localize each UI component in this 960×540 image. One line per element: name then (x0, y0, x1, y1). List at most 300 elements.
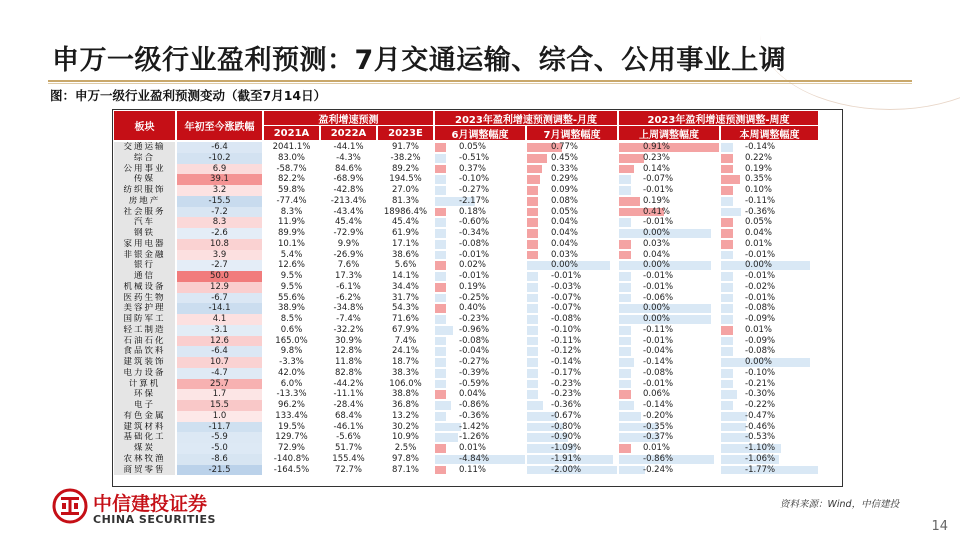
forecast-2021a-text: -140.8% (273, 453, 310, 464)
ytd-cell-text: -21.5 (208, 464, 231, 475)
ytd-cell (177, 432, 262, 443)
adjust-this-week-text: 0.00% (745, 357, 773, 367)
forecast-2022a (321, 400, 376, 411)
adjust-this-week (721, 379, 818, 390)
adjust-july-text: 0.04% (551, 238, 579, 249)
header-june-adjust: 6月调整幅度 (435, 126, 525, 141)
adjust-june (435, 185, 525, 196)
forecast-2021a-text: 5.4% (280, 249, 303, 260)
adjust-june-text: -0.51% (459, 152, 490, 163)
adjust-last-week (619, 185, 719, 196)
adjust-last-week (619, 389, 719, 400)
adjust-july (527, 454, 617, 465)
forecast-2021a (264, 368, 319, 379)
adjust-last-week (619, 164, 719, 175)
forecast-2023e-text: 67.9% (391, 324, 419, 335)
adjust-last-week (619, 271, 719, 282)
header-last-week-adjust: 上周调整幅度 (619, 126, 719, 141)
forecast-2023e-text: 17.1% (391, 238, 419, 249)
adjust-july-text: -0.17% (551, 367, 582, 378)
ytd-cell-text: 3.2 (212, 185, 227, 195)
forecast-2021a (264, 411, 319, 422)
adjust-july-text: 0.04% (551, 228, 579, 238)
forecast-2022a-text: 12.8% (334, 346, 362, 357)
forecast-2021a (264, 174, 319, 185)
adjust-june (435, 250, 525, 261)
adjust-last-week-text: -0.14% (643, 400, 674, 410)
adjust-last-week (619, 314, 719, 325)
adjust-last-week-text: -0.08% (643, 367, 674, 378)
forecast-2023e (378, 443, 433, 454)
forecast-2021a-text: 83.0% (277, 152, 305, 163)
forecast-2021a-text: 42.0% (277, 367, 305, 378)
forecast-2022a (321, 465, 376, 476)
ytd-cell (177, 303, 262, 314)
adjust-july (527, 432, 617, 443)
adjust-last-week (619, 217, 719, 228)
adjust-this-week-text: 0.00% (745, 260, 773, 271)
forecast-2021a (264, 260, 319, 271)
forecast-2022a (321, 271, 376, 282)
forecast-2022a (321, 336, 376, 347)
forecast-2023e-text: 89.2% (391, 163, 419, 174)
adjust-july (527, 207, 617, 218)
ytd-cell-text: -10.2 (208, 152, 231, 163)
row-label-text: 银行 (133, 260, 155, 271)
forecast-2022a-text: -42.8% (333, 185, 364, 195)
adjust-july (527, 164, 617, 175)
forecast-2023e (378, 422, 433, 433)
forecast-2023e (378, 346, 433, 357)
adjust-this-week (721, 357, 818, 368)
ytd-cell (177, 400, 262, 411)
forecast-2022a (321, 389, 376, 400)
adjust-this-week-text: 0.05% (745, 217, 773, 228)
forecast-2023e-text: 38.8% (391, 389, 419, 400)
adjust-this-week-text: -0.47% (745, 410, 776, 421)
forecast-2022a-text: 7.6% (337, 260, 360, 271)
adjust-june-text: 0.02% (459, 260, 487, 271)
adjust-july (527, 357, 617, 368)
row-label (114, 357, 175, 368)
adjust-july-text: 0.03% (551, 249, 579, 260)
adjust-june (435, 443, 525, 454)
ytd-cell (177, 164, 262, 175)
adjust-this-week (721, 282, 818, 293)
adjust-july-text: -0.12% (551, 346, 582, 357)
adjust-july (527, 443, 617, 454)
forecast-2021a-text: 96.2% (277, 400, 305, 410)
adjust-last-week-text: -0.01% (643, 378, 674, 389)
row-label-text: 食品饮料 (123, 346, 166, 357)
adjust-this-week-text: -0.21% (745, 378, 776, 389)
forecast-2021a-text: 9.5% (280, 271, 303, 281)
adjust-last-week (619, 174, 719, 185)
forecast-2023e-text: -38.2% (390, 152, 421, 163)
forecast-2021a (264, 314, 319, 325)
forecast-2023e (378, 239, 433, 250)
forecast-2023e (378, 454, 433, 465)
forecast-2021a-text: 8.5% (280, 314, 303, 324)
adjust-last-week (619, 142, 719, 153)
adjust-june (435, 174, 525, 185)
ytd-cell-text: -15.5 (208, 195, 231, 206)
row-label (114, 174, 175, 185)
forecast-2022a-text: -44.1% (333, 142, 364, 152)
figure-caption: 图：申万一级行业盈利预测变动（截至7月14日） (50, 88, 327, 103)
adjust-june-text: -0.27% (459, 185, 490, 195)
adjust-last-week-text: -0.35% (643, 421, 674, 432)
row-label-text: 国防军工 (123, 314, 166, 324)
page-title: 申万一级行业盈利预测：7月交通运输、综合、公用事业上调 (52, 45, 787, 76)
row-label (114, 207, 175, 218)
adjust-july (527, 196, 617, 207)
forecast-2022a (321, 325, 376, 336)
header-weekly-group: 2023年盈利增速预测调整-周度 (619, 111, 818, 126)
forecast-2021a-text: 6.0% (280, 378, 303, 389)
forecast-2023e-text: 18986.4% (383, 206, 428, 217)
ytd-cell-text: 3.9 (212, 249, 227, 260)
forecast-2021a-text: -58.7% (276, 163, 307, 174)
adjust-june-text: -0.59% (459, 378, 490, 389)
row-label-text: 公用事业 (123, 163, 166, 174)
row-label-text: 有色金属 (123, 410, 166, 421)
adjust-july-text: 0.09% (551, 185, 579, 195)
row-label (114, 250, 175, 261)
forecast-2023e-text: 10.9% (391, 432, 419, 443)
adjust-this-week-text: 0.04% (745, 228, 773, 238)
row-label-text: 交通运输 (123, 142, 166, 152)
forecast-2023e-text: 91.7% (391, 142, 419, 152)
ytd-cell (177, 379, 262, 390)
adjust-last-week (619, 422, 719, 433)
forecast-2021a (264, 185, 319, 196)
row-label (114, 443, 175, 454)
adjust-last-week-text: 0.04% (643, 249, 671, 260)
adjust-july-text: 0.29% (551, 174, 579, 185)
ytd-cell-text: 50.0 (210, 271, 229, 281)
adjust-this-week-text: 0.22% (745, 152, 773, 163)
adjust-june (435, 217, 525, 228)
forecast-2022a-text: 82.8% (334, 367, 362, 378)
row-label (114, 432, 175, 443)
row-label-text: 汽车 (133, 217, 155, 228)
forecast-2023e (378, 217, 433, 228)
adjust-last-week-text: 0.41% (643, 206, 671, 217)
forecast-2022a-text: 68.4% (334, 410, 362, 421)
forecast-2022a (321, 368, 376, 379)
row-label-text: 环保 (133, 389, 155, 400)
row-label-text: 社会服务 (123, 206, 166, 217)
adjust-july (527, 336, 617, 347)
row-label-text: 计算机 (128, 378, 161, 389)
row-label-text: 轻工制造 (123, 324, 166, 335)
adjust-june (435, 293, 525, 304)
forecast-2023e (378, 196, 433, 207)
adjust-last-week (619, 379, 719, 390)
row-label-text: 机械设备 (123, 281, 166, 292)
ytd-cell (177, 293, 262, 304)
ytd-cell (177, 153, 262, 164)
adjust-this-week (721, 314, 818, 325)
forecast-2022a (321, 411, 376, 422)
header-board: 板块 (114, 111, 175, 141)
row-label (114, 379, 175, 390)
adjust-june (435, 336, 525, 347)
ytd-cell (177, 346, 262, 357)
forecast-2023e-text: 71.6% (391, 314, 419, 324)
adjust-july-text: -2.00% (551, 464, 582, 475)
adjust-june-text: -0.23% (459, 314, 490, 324)
forecast-2022a (321, 346, 376, 357)
forecast-2023e-text: 30.2% (391, 421, 419, 432)
forecast-2022a (321, 314, 376, 325)
adjust-last-week-text: -0.01% (643, 335, 674, 346)
adjust-june (435, 400, 525, 411)
adjust-july-text: 0.77% (551, 142, 579, 152)
ytd-cell (177, 368, 262, 379)
adjust-july (527, 250, 617, 261)
adjust-last-week-text: 0.14% (643, 163, 671, 174)
adjust-july-text: -0.07% (551, 303, 582, 314)
forecast-2023e-text: 97.8% (391, 453, 419, 464)
adjust-july (527, 282, 617, 293)
forecast-2023e (378, 142, 433, 153)
adjust-this-week (721, 465, 818, 476)
row-label (114, 153, 175, 164)
ytd-cell-text: -2.7 (211, 260, 228, 271)
forecast-2021a-text: 133.4% (275, 410, 308, 421)
adjust-july-text: 0.33% (551, 163, 579, 174)
adjust-last-week (619, 239, 719, 250)
forecast-2023e (378, 293, 433, 304)
adjust-this-week-text: -1.06% (745, 453, 776, 464)
row-label-text: 医药生物 (123, 292, 166, 303)
adjust-june (435, 432, 525, 443)
adjust-july (527, 465, 617, 476)
adjust-last-week (619, 196, 719, 207)
adjust-july-text: -0.14% (551, 357, 582, 367)
title-divider (48, 80, 912, 82)
adjust-july (527, 271, 617, 282)
adjust-july (527, 314, 617, 325)
adjust-july-text: -0.01% (551, 271, 582, 281)
forecast-2022a-text: 30.9% (334, 335, 362, 346)
forecast-2023e (378, 250, 433, 261)
adjust-july (527, 142, 617, 153)
header-forecast-group: 盈利增速预测 (264, 111, 433, 126)
adjust-june (435, 260, 525, 271)
adjust-june (435, 303, 525, 314)
forecast-2022a (321, 142, 376, 153)
adjust-this-week (721, 207, 818, 218)
forecast-2023e (378, 164, 433, 175)
adjust-june-text: -0.39% (459, 367, 490, 378)
forecast-2022a-text: -32.2% (333, 324, 364, 335)
row-label (114, 336, 175, 347)
forecast-2021a-text: 10.1% (277, 238, 305, 249)
forecast-2021a (264, 443, 319, 454)
header-this-week-adjust: 本周调整幅度 (721, 126, 818, 141)
forecast-2023e (378, 389, 433, 400)
ytd-cell (177, 325, 262, 336)
adjust-last-week-text: -0.01% (643, 281, 674, 292)
forecast-2022a (321, 379, 376, 390)
forecast-2023e-text: 34.4% (391, 281, 419, 292)
ytd-cell (177, 260, 262, 271)
adjust-july-text: -0.08% (551, 314, 582, 324)
forecast-2022a-text: -213.4% (330, 195, 367, 206)
forecast-2023e (378, 379, 433, 390)
forecast-2021a-text: 82.2% (277, 174, 305, 185)
forecast-2022a-text: -43.4% (333, 206, 364, 217)
row-label-text: 传媒 (133, 174, 155, 185)
adjust-this-week-text: -0.14% (745, 142, 776, 152)
forecast-2021a (264, 432, 319, 443)
header-2023e: 2023E (378, 126, 433, 141)
adjust-last-week (619, 432, 719, 443)
adjust-june-text: -0.01% (459, 249, 490, 260)
forecast-2021a (264, 239, 319, 250)
adjust-last-week (619, 250, 719, 261)
forecast-2022a (321, 443, 376, 454)
forecast-2022a-text: 155.4% (332, 453, 365, 464)
adjust-june-text: -0.08% (459, 238, 490, 249)
adjust-july (527, 239, 617, 250)
row-label (114, 400, 175, 411)
forecast-2021a (264, 153, 319, 164)
ytd-cell-text: 4.1 (212, 314, 227, 324)
adjust-last-week-text: 0.23% (643, 152, 671, 163)
adjust-last-week-text: -0.01% (643, 271, 674, 281)
forecast-2022a (321, 196, 376, 207)
adjust-last-week (619, 153, 719, 164)
adjust-last-week-text: 0.00% (643, 314, 671, 324)
adjust-this-week-text: 0.10% (745, 185, 773, 195)
adjust-june (435, 153, 525, 164)
forecast-2022a-text: 51.7% (334, 443, 362, 453)
adjust-june (435, 142, 525, 153)
row-label-text: 基础化工 (123, 432, 166, 443)
forecast-2023e-text: 194.5% (389, 174, 422, 185)
forecast-2021a-text: 55.6% (277, 292, 305, 303)
ytd-cell-text: -4.7 (211, 367, 228, 378)
adjust-this-week-text: -1.10% (745, 443, 776, 453)
adjust-this-week-text: -0.22% (745, 400, 776, 410)
adjust-this-week (721, 271, 818, 282)
row-label (114, 293, 175, 304)
forecast-2022a (321, 239, 376, 250)
row-label (114, 228, 175, 239)
adjust-july (527, 400, 617, 411)
adjust-june (435, 325, 525, 336)
forecast-2023e (378, 325, 433, 336)
adjust-june-text: 0.37% (459, 163, 487, 174)
ytd-cell (177, 443, 262, 454)
adjust-this-week (721, 432, 818, 443)
adjust-last-week (619, 336, 719, 347)
forecast-2022a-text: 9.9% (337, 238, 360, 249)
forecast-2022a (321, 282, 376, 293)
row-label (114, 239, 175, 250)
ytd-cell (177, 282, 262, 293)
forecast-2023e-text: 87.1% (391, 464, 419, 475)
ytd-cell (177, 207, 262, 218)
adjust-june-text: -0.01% (459, 271, 490, 281)
row-label-text: 电力设备 (123, 367, 166, 378)
adjust-this-week (721, 250, 818, 261)
forecast-2023e (378, 174, 433, 185)
adjust-this-week (721, 389, 818, 400)
adjust-this-week-text: -0.11% (745, 195, 776, 206)
forecast-2022a-text: -44.2% (333, 378, 364, 389)
adjust-this-week-text: -0.08% (745, 303, 776, 314)
adjust-this-week (721, 228, 818, 239)
forecast-2023e (378, 271, 433, 282)
adjust-last-week (619, 228, 719, 239)
forecast-2023e (378, 185, 433, 196)
adjust-june (435, 465, 525, 476)
adjust-last-week (619, 207, 719, 218)
citic-logo-icon (52, 488, 88, 524)
ytd-cell-text: -3.1 (211, 324, 228, 335)
ytd-cell (177, 357, 262, 368)
row-label-text: 通信 (133, 271, 155, 281)
adjust-last-week-text: 0.00% (643, 303, 671, 314)
adjust-this-week-text: -0.01% (745, 271, 776, 281)
row-label-text: 房地产 (128, 195, 161, 206)
adjust-july-text: -0.23% (551, 389, 582, 400)
adjust-july (527, 389, 617, 400)
adjust-june-text: -0.36% (459, 410, 490, 421)
forecast-2021a (264, 207, 319, 218)
adjust-june (435, 346, 525, 357)
ytd-cell-text: -5.9 (211, 432, 228, 443)
forecast-2022a-text: -34.8% (333, 303, 364, 314)
forecast-2021a (264, 282, 319, 293)
row-label (114, 422, 175, 433)
row-label (114, 185, 175, 196)
forecast-2023e-text: 2.5% (394, 443, 417, 453)
row-label (114, 325, 175, 336)
adjust-this-week (721, 422, 818, 433)
ytd-cell-text: 25.7 (210, 378, 229, 389)
ytd-cell (177, 336, 262, 347)
forecast-2021a (264, 454, 319, 465)
forecast-2021a-text: 89.9% (277, 228, 305, 238)
adjust-last-week (619, 293, 719, 304)
forecast-2022a-text: -6.1% (336, 281, 361, 292)
forecast-2022a-text: -6.2% (336, 292, 361, 303)
row-label-text: 商贸零售 (123, 464, 166, 475)
forecast-2022a-text: -4.3% (336, 152, 361, 163)
adjust-june (435, 239, 525, 250)
adjust-july (527, 174, 617, 185)
forecast-2023e (378, 368, 433, 379)
forecast-2021a-text: 38.9% (277, 303, 305, 314)
adjust-june (435, 368, 525, 379)
adjust-july-text: 0.04% (551, 217, 579, 228)
adjust-this-week (721, 153, 818, 164)
forecast-2023e (378, 282, 433, 293)
adjust-this-week (721, 454, 818, 465)
ytd-cell (177, 174, 262, 185)
forecast-2023e (378, 465, 433, 476)
adjust-last-week (619, 282, 719, 293)
ytd-cell-text: 39.1 (210, 174, 229, 185)
forecast-2022a (321, 228, 376, 239)
forecast-2023e-text: 106.0% (389, 378, 422, 389)
